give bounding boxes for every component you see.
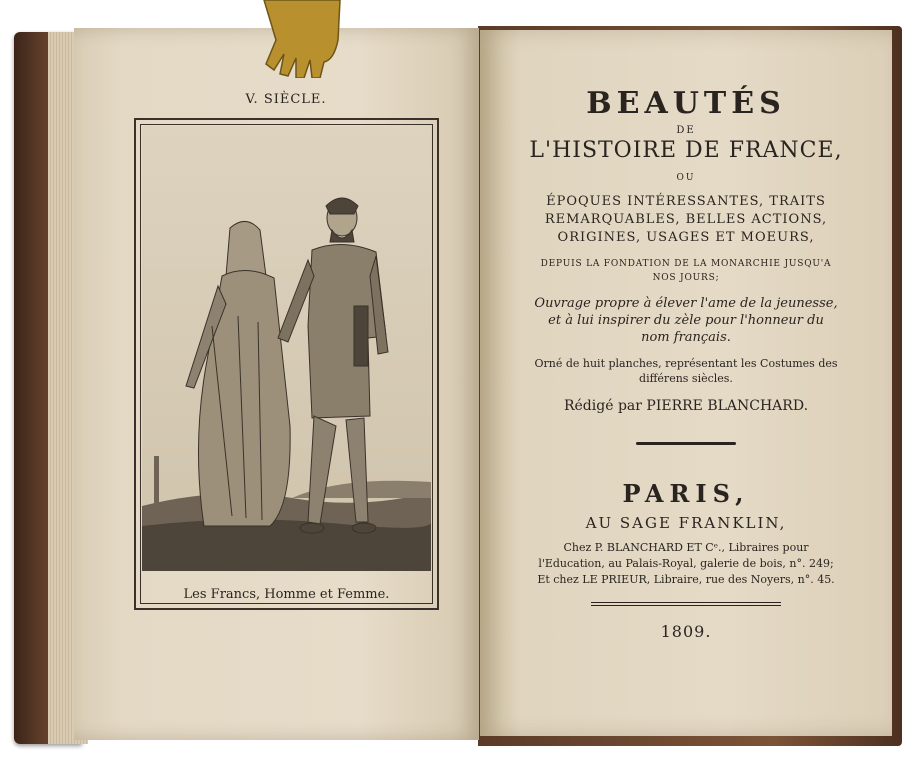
publisher-name: AU SAGE FRANKLIN, <box>585 514 787 532</box>
title-ou: OU <box>676 173 696 183</box>
author-line: Rédigé par PIERRE BLANCHARD. <box>563 398 809 414</box>
divider-rule <box>636 442 736 445</box>
publication-city: PARIS, <box>622 479 750 508</box>
epoques-text: ÉPOQUES INTÉRESSANTES, TRAITS REMARQUABLES, BELLES ACTIONS, ORIGINES, USAGES ET MOEURS, <box>544 194 828 245</box>
plate-caption: Les Francs, Homme et Femme. <box>183 587 390 602</box>
depuis-text: DEPUIS LA FONDATION DE LA MONARCHIE JUSQU'A NOS JOURS; <box>540 259 832 283</box>
page-clip-hand <box>254 0 350 78</box>
publication-year: 1809. <box>660 622 712 641</box>
open-book <box>8 18 914 753</box>
century-heading: V. SIÈCLE. <box>245 92 327 107</box>
orne-text: Orné de huit planches, représentant les Costumes des différens siècles. <box>534 357 838 385</box>
frontispiece-page <box>74 28 479 740</box>
engraving-frame <box>134 118 439 610</box>
title-text-block <box>516 72 856 641</box>
publisher-address: Chez P. BLANCHARD ET Cᵉ., Libraires pour l'Education, au Palais-Royal, galerie de bois, n°. 249; Et chez LE PRIEUR, Libraire, rue des Noyers, n°. 45. <box>537 541 835 586</box>
ouvrage-text: Ouvrage propre à élever l'ame de la jeunesse, et à lui inspirer du zèle pour l'honneur du nom français. <box>534 296 838 345</box>
title-de: DE <box>676 125 696 136</box>
double-rule <box>591 602 781 606</box>
book-subtitle: L'HISTOIRE DE FRANCE, <box>529 138 843 163</box>
engraving-illustration <box>142 126 431 571</box>
book-title: BEAUTÉS <box>586 86 786 121</box>
